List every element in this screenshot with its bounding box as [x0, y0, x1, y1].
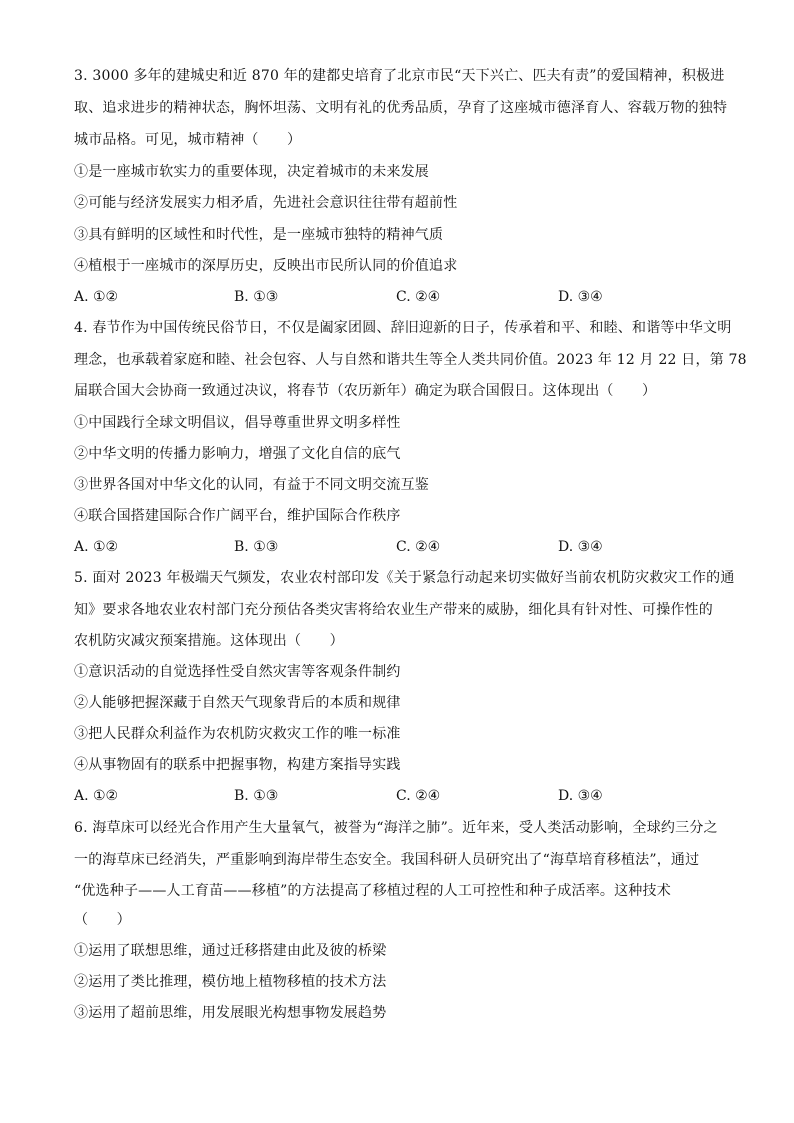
q3-stem-line-2: 取、追求进步的精神状态，胸怀坦荡、文明有礼的优秀品质，孕育了这座城市德泽育人、容载万物的独特	[74, 100, 728, 116]
q6-stem-line-1: 6. 海草床可以经光合作用产生大量氧气，被誉为“海洋之肺”。近年来，受人类活动影响，全球约三分之	[74, 820, 718, 836]
q5-item-4: ④从事物固有的联系中把握事物，构建方案指导实践	[74, 757, 401, 773]
q4-item-3: ③世界各国对中华文化的认同，有益于不同文明交流互鉴	[74, 477, 429, 493]
q5-stem-line-3: 农机防灾减灾预案措施。这体现出（ ）	[74, 633, 344, 649]
q5-options	[74, 786, 724, 806]
q4-item-2: ②中华文明的传播力影响力，增强了文化自信的底气	[74, 446, 401, 462]
q4-item-1: ①中国践行全球文明倡议，倡导尊重世界文明多样性	[74, 415, 401, 431]
q6-item-2: ②运用了类比推理，模仿地上植物移植的技术方法	[74, 974, 387, 990]
q6-item-1: ①运用了联想思维，通过迁移搭建由此及彼的桥梁	[74, 943, 387, 959]
q5-option-b[interactable]: B. ①③	[234, 788, 279, 804]
q4-option-b[interactable]: B. ①③	[234, 539, 279, 555]
q5-item-2: ②人能够把握深藏于自然天气现象背后的本质和规律	[74, 695, 401, 711]
q6-stem-line-3: “优选种子——人工育苗——移植”的方法提高了移植过程的人工可控性和种子成活率。这种技术	[74, 883, 671, 899]
q6-stem-line-2: 一的海草床已经消失，严重影响到海岸带生态安全。我国科研人员研究出了“海草培育移植法”，通过	[74, 852, 700, 868]
q4-options	[74, 537, 724, 557]
q3-stem-line-3: 城市品格。可见，城市精神（ ）	[74, 132, 302, 148]
q5-stem-line-1: 5. 面对 2023 年极端天气频发，农业农村部印发《关于紧急行动起来切实做好当前农机防灾救灾工作的通	[74, 570, 735, 586]
q3-option-c[interactable]: C. ②④	[396, 289, 441, 305]
q5-item-1: ①意识活动的自觉选择性受自然灾害等客观条件制约	[74, 664, 401, 680]
q6-item-3: ③运用了超前思维，用发展眼光构想事物发展趋势	[74, 1005, 387, 1021]
q3-item-1: ①是一座城市软实力的重要体现，决定着城市的未来发展	[74, 164, 429, 180]
q3-item-3: ③具有鲜明的区域性和时代性，是一座城市独特的精神气质	[74, 227, 444, 243]
q4-option-a[interactable]: A. ①②	[74, 539, 119, 555]
q6-stem-line-4: （ ）	[74, 912, 131, 928]
q5-option-d[interactable]: D. ③④	[558, 788, 603, 804]
q5-item-3: ③把人民群众利益作为农机防灾救灾工作的唯一标准	[74, 726, 401, 742]
q5-option-a[interactable]: A. ①②	[74, 788, 119, 804]
q3-options	[74, 287, 724, 307]
q3-stem-line-1: 3. 3000 多年的建城史和近 870 年的建都史培育了北京市民“天下兴亡、匹夫有责”的爱国精神，积极进	[74, 68, 725, 84]
q4-option-d[interactable]: D. ③④	[558, 539, 603, 555]
q4-stem-line-1: 4. 春节作为中国传统民俗节日，不仅是阖家团圆、辞旧迎新的日子，传承着和平、和睦、和谐等中华文明	[74, 320, 732, 336]
q5-stem-line-2: 知》要求各地农业农村部门充分预估各类灾害将给农业生产带来的威胁，细化具有针对性、可操作性的	[74, 602, 713, 618]
q5-option-c[interactable]: C. ②④	[396, 788, 441, 804]
q4-stem-line-3: 届联合国大会协商一致通过决议，将春节（农历新年）确定为联合国假日。这体现出（ ）	[74, 383, 657, 399]
q3-option-b[interactable]: B. ①③	[234, 289, 279, 305]
q3-option-d[interactable]: D. ③④	[558, 289, 603, 305]
q4-item-4: ④联合国搭建国际合作广阔平台，维护国际合作秩序	[74, 508, 401, 524]
q3-item-4: ④植根于一座城市的深厚历史，反映出市民所认同的价值追求	[74, 258, 458, 274]
q4-option-c[interactable]: C. ②④	[396, 539, 441, 555]
q3-item-2: ②可能与经济发展实力相矛盾，先进社会意识往往带有超前性	[74, 195, 458, 211]
q4-stem-line-2: 理念，也承载着家庭和睦、社会包容、人与自然和谐共生等全人类共同价值。2023 年 12 月 22 日，第 78	[74, 352, 747, 368]
q3-option-a[interactable]: A. ①②	[74, 289, 119, 305]
